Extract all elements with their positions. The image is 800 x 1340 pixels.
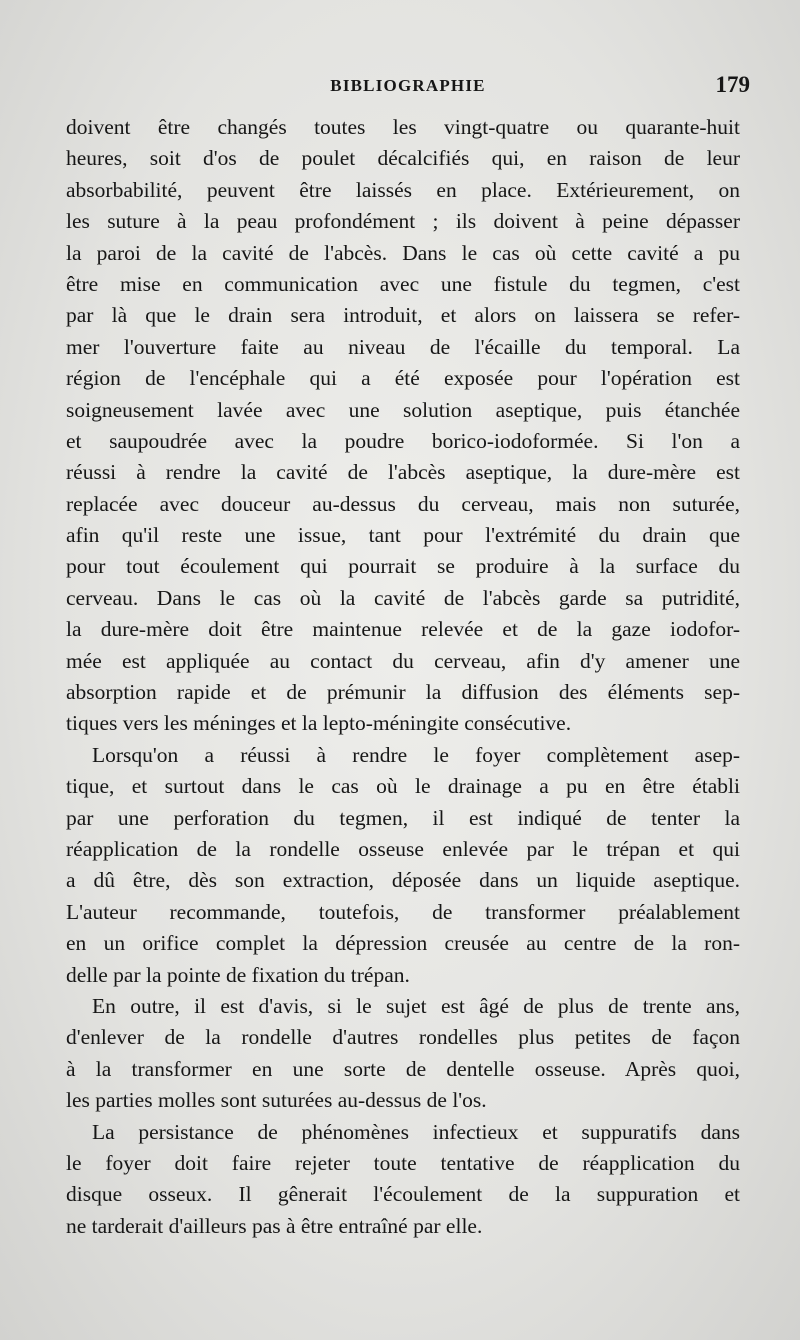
running-head xyxy=(66,72,750,102)
text-line: la dure-mère doit être maintenue relevée et de la gaze iodofor- xyxy=(66,617,740,642)
text-line: réapplication de la rondelle osseuse enlevée par le trépan et qui xyxy=(66,836,740,861)
text-line: mer l'ouverture faite au niveau de l'écaille du temporal. La xyxy=(66,334,740,359)
text-line: en un orifice complet la dépression creusée au centre de la ron- xyxy=(66,931,740,956)
text-line: absorbabilité, peuvent être laissés en place. Extérieurement, on xyxy=(66,177,740,202)
text-line: tique, et surtout dans le cas où le drainage a pu en être établi xyxy=(66,774,740,799)
text-line: absorption rapide et de prémunir la diffusion des éléments sep- xyxy=(66,680,740,705)
text-line: la paroi de la cavité de l'abcès. Dans le cas où cette cavité a pu xyxy=(66,240,740,265)
text-line: En outre, il est d'avis, si le sujet est âgé de plus de trente ans, xyxy=(92,993,740,1018)
page-number: 179 xyxy=(715,72,750,97)
text-line: L'auteur recommande, toutefois, de transformer préalablement xyxy=(66,899,740,924)
text-line: tiques vers les méninges et la lepto-méningite consécutive. xyxy=(66,711,572,736)
text-line: afin qu'il reste une issue, tant pour l'extrémité du drain que xyxy=(66,523,740,548)
text-line: heures, soit d'os de poulet décalcifiés qui, en raison de leur xyxy=(66,146,740,171)
text-line: disque osseux. Il gênerait l'écoulement de la suppuration et xyxy=(66,1182,740,1207)
text-line: soigneusement lavée avec une solution aseptique, puis étanchée xyxy=(66,397,740,422)
running-title: BIBLIOGRAPHIE xyxy=(330,76,486,95)
text-line: être mise en communication avec une fistule du tegmen, c'est xyxy=(66,271,740,296)
text-line: par là que le drain sera introduit, et alors on laissera se refer- xyxy=(66,303,740,328)
text-line: réussi à rendre la cavité de l'abcès aseptique, la dure-mère est xyxy=(66,460,740,485)
text-line: a dû être, dès son extraction, déposée dans un liquide aseptique. xyxy=(66,868,740,893)
text-line: doivent être changés toutes les vingt-quatre ou quarante-huit xyxy=(66,115,740,139)
text-line: ne tarderait d'ailleurs pas à être entraîné par elle. xyxy=(66,1213,483,1238)
body-text xyxy=(66,112,740,1242)
text-line: La persistance de phénomènes infectieux et suppuratifs dans xyxy=(92,1119,740,1144)
text-line: par une perforation du tegmen, il est indiqué de tenter la xyxy=(66,805,740,830)
text-line: le foyer doit faire rejeter toute tentative de réapplication du xyxy=(66,1150,740,1175)
text-line: mée est appliquée au contact du cerveau, afin d'y amener une xyxy=(66,648,740,673)
text-line: d'enlever de la rondelle d'autres rondelles plus petites de façon xyxy=(66,1025,740,1050)
text-line: pour tout écoulement qui pourrait se produire à la surface du xyxy=(66,554,740,579)
text-line: cerveau. Dans le cas où la cavité de l'abcès garde sa putridité, xyxy=(66,585,740,610)
text-line: replacée avec douceur au-dessus du cerveau, mais non suturée, xyxy=(66,491,740,516)
text-line: et saupoudrée avec la poudre borico-iodoformée. Si l'on a xyxy=(66,428,740,453)
text-line: les parties molles sont suturées au-dessus de l'os. xyxy=(66,1088,487,1113)
text-line: à la transformer en une sorte de dentelle osseuse. Après quoi, xyxy=(66,1056,740,1081)
text-line: région de l'encéphale qui a été exposée pour l'opération est xyxy=(66,366,740,391)
text-line: delle par la pointe de fixation du trépan. xyxy=(66,962,410,987)
text-line: les suture à la peau profondément ; ils doivent à peine dépasser xyxy=(66,209,740,234)
text-line: Lorsqu'on a réussi à rendre le foyer complètement asep- xyxy=(92,742,740,767)
